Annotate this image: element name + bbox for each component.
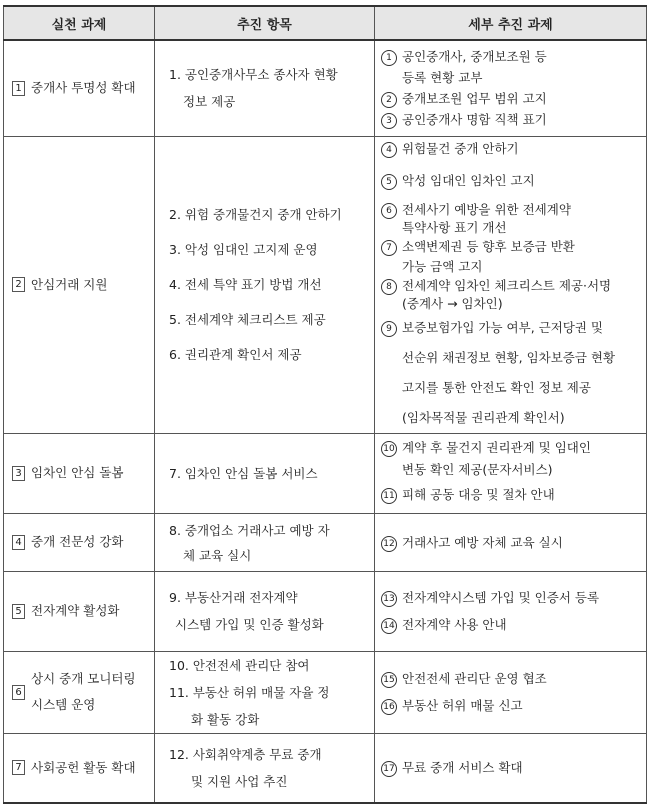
detail-line: 선순위 채권정보 현황, 임차보증금 현황 [402,349,616,365]
table-row [4,40,647,136]
detail-line: 가능 금액 고지 [402,258,483,274]
task-cell [4,433,155,513]
task-cell [4,571,155,651]
circled-number: 1 [381,50,397,66]
items-cell [155,136,375,433]
detail-line: 위험물건 중개 안하기 [402,140,519,156]
items-cell [155,433,375,513]
header-row [4,6,647,40]
detail-line: 전자계약 사용 안내 [402,617,507,632]
task-number-box: 1 [12,81,25,96]
item-line: 9. 부동산거래 전자계약 [169,590,298,605]
circled-number: 14 [381,618,397,634]
table-row [4,733,647,803]
details-cell [375,40,647,136]
item-line: 7. 임차인 안심 돌봄 서비스 [169,465,318,481]
task-number-box: 6 [12,685,25,700]
item-line: 4. 전세 특약 표기 방법 개선 [169,277,322,292]
detail-line: 계약 후 물건지 권리관계 및 임대인 [402,440,591,455]
task-number-box: 3 [12,466,25,481]
detail-line: 악성 임대인 임차인 고지 [402,172,535,188]
detail-line: 특약사항 표기 개선 [402,219,507,235]
detail-line: (중계사 → 임차인) [402,295,503,311]
details-cell [375,651,647,733]
detail-line: 전자계약시스템 가입 및 인증서 등록 [402,590,600,605]
action-plan-table [3,5,647,804]
task-cell [4,513,155,571]
header-details: 세부 추진 과제 [375,6,647,40]
item-line: 시스템 가입 및 인증 활성화 [175,617,324,632]
detail-line: 공인중개사 명함 직책 표기 [402,112,547,128]
item-line: 6. 권리관계 확인서 제공 [169,347,302,362]
circled-number: 13 [381,591,397,607]
item-line: 5. 전세계약 체크리스트 제공 [169,312,326,327]
circled-number: 3 [381,113,397,129]
task-label: 안심거래 지원 [31,276,108,292]
circled-number: 4 [381,142,397,158]
item-line: 체 교육 실시 [183,547,252,563]
detail-line: 전세사기 예방을 위한 전세계약 [402,201,571,217]
items-cell [155,40,375,136]
task-number-box: 7 [12,760,25,775]
item-line: 2. 위험 중개물건지 중개 안하기 [169,207,342,222]
item-line: 3. 악성 임대인 고지제 운영 [169,242,318,257]
item-line: 및 지원 사업 추진 [191,773,288,789]
details-cell [375,733,647,803]
circled-number: 11 [381,488,397,504]
details-cell [375,136,647,433]
items-cell [155,651,375,733]
details-cell [375,571,647,651]
detail-line: 소액변제권 등 향후 보증금 반환 [402,238,575,254]
circled-number: 15 [381,672,397,688]
detail-line: 무료 중개 서비스 확대 [402,760,523,776]
circled-number: 10 [381,441,397,457]
circled-number: 2 [381,92,397,108]
detail-line: 부동산 허위 매물 신고 [402,698,523,713]
detail-line: 거래사고 예방 자체 교육 실시 [402,534,563,550]
item-line: 화 활동 강화 [191,711,260,727]
header-items: 추진 항목 [155,6,375,40]
circled-number: 5 [381,174,397,190]
task-number-box: 2 [12,277,25,292]
circled-number: 7 [381,240,397,256]
task-cell [4,136,155,433]
task-label: 임차인 안심 돌봄 [31,465,124,480]
circled-number: 6 [381,203,397,219]
item-line: 정보 제공 [183,94,236,110]
details-cell [375,513,647,571]
detail-line: 피해 공동 대응 및 절차 안내 [402,487,555,502]
item-line: 1. 공인중개사무소 종사자 현황 [169,67,338,83]
task-label: 상시 중개 모니터링 [31,671,136,686]
detail-line: 보증보험가입 가능 여부, 근저당권 및 [402,319,603,335]
details-cell [375,433,647,513]
table-row [4,136,647,433]
items-cell [155,513,375,571]
item-line: 10. 안전전세 관리단 참여 [169,657,310,673]
detail-line: 고지를 통한 안전도 확인 정보 제공 [402,379,591,395]
task-label: 중개사 투명성 확대 [31,80,136,96]
item-line: 11. 부동산 허위 매물 자율 정 [169,684,330,700]
task-cell [4,733,155,803]
detail-line: (임차목적물 권리관계 확인서) [402,409,565,425]
detail-line: 안전전세 관리단 운영 협조 [402,671,547,686]
task-number-box: 5 [12,604,25,619]
header-task: 실천 과제 [4,6,155,40]
circled-number: 12 [381,536,397,552]
detail-line: 전세계약 임차인 체크리스트 제공·서명 [402,277,612,293]
task-label: 시스템 운영 [31,697,96,712]
detail-line: 중개보조원 업무 범위 고지 [402,91,547,107]
task-cell [4,40,155,136]
task-label: 중개 전문성 강화 [31,534,124,549]
table-row [4,571,647,651]
task-cell [4,651,155,733]
table-row [4,433,647,513]
circled-number: 9 [381,321,397,337]
circled-number: 17 [381,761,397,777]
task-label: 전자계약 활성화 [31,603,120,618]
items-cell [155,733,375,803]
task-label: 사회공헌 활동 확대 [31,759,136,775]
detail-line: 등록 현황 교부 [402,70,483,86]
items-cell [155,571,375,651]
item-line: 8. 중개업소 거래사고 예방 자 [169,522,330,538]
table-row [4,651,647,733]
circled-number: 16 [381,699,397,715]
item-line: 12. 사회취약계층 무료 중개 [169,746,322,762]
detail-line: 공인중개사, 중개보조원 등 [402,49,547,65]
task-number-box: 4 [12,535,25,550]
circled-number: 8 [381,279,397,295]
table-row [4,513,647,571]
detail-line: 변동 확인 제공(문자서비스) [402,462,553,477]
